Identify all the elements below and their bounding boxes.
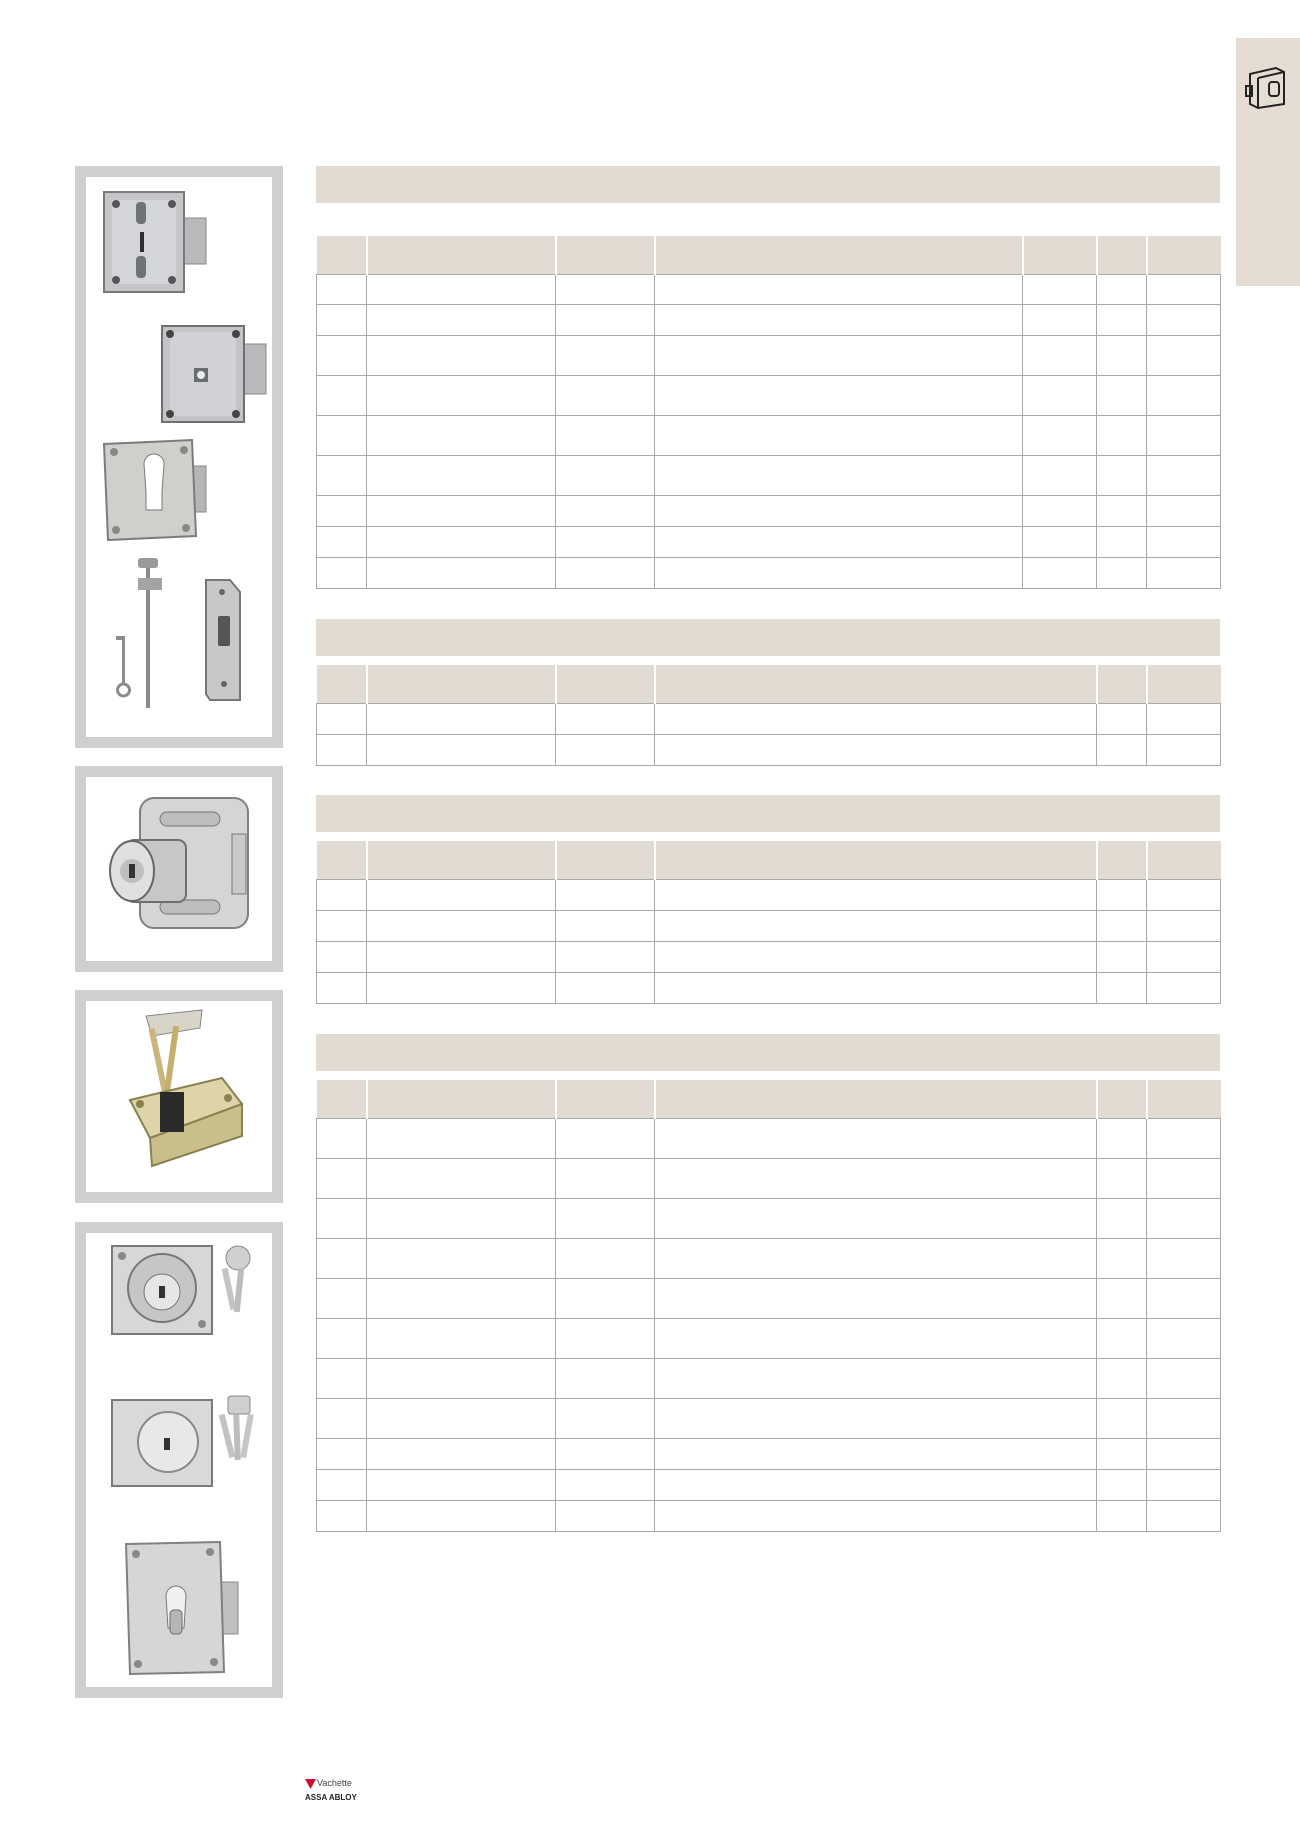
strike-plate-image [200,576,246,702]
drawer-cylinder-lock-image [106,794,256,944]
rim-lock-square-spindle-image [158,322,273,427]
logo-brand-text: Vachette [317,1778,352,1788]
section-header-bar-3 [316,795,1220,832]
table-row [317,416,1221,456]
spec-table-1 [316,236,1221,589]
table-row [317,973,1221,1004]
table-row [317,1199,1221,1239]
table-row [317,1359,1221,1399]
spec-table-2 [316,665,1221,766]
spec-table-4 [316,1080,1221,1532]
table-row [317,527,1221,558]
table-row [317,735,1221,766]
logo-parent-text: ASSA ABLOY [305,1793,357,1802]
rim-lock-euro-profile-image [100,436,220,546]
spec-table-3 [316,841,1221,1004]
vachette-mark-icon [305,1779,316,1789]
section-header-bar-4 [316,1034,1220,1071]
table-row [317,558,1221,589]
cylinder-rim-lock-with-keys-image [108,1240,258,1340]
table-header-row [317,665,1221,704]
table-row [317,942,1221,973]
euro-profile-cabinet-lock-image [120,1538,250,1678]
section-header-bar-2 [316,619,1220,656]
table-header-row [317,236,1221,275]
table-row [317,456,1221,496]
table-row [317,376,1221,416]
table-row [317,1239,1221,1279]
table-row [317,1501,1221,1532]
section-header-bar-1 [316,166,1220,203]
table-row [317,911,1221,942]
table-row [317,1399,1221,1439]
rim-lock-keyhole-image [100,188,215,298]
table-header-row [317,1080,1221,1119]
cylinder-rim-lock-with-3-keys-image [108,1392,258,1492]
table-row [317,305,1221,336]
table-header-row [317,841,1221,880]
table-row [317,275,1221,305]
table-row [317,704,1221,735]
table-row [317,496,1221,527]
table-row [317,880,1221,911]
cabinet-lock-with-keys-image [110,1008,260,1178]
chapter-side-tab[interactable] [1236,38,1300,286]
table-row [317,336,1221,376]
cabinet-lock-icon [1244,62,1288,112]
table-row [317,1279,1221,1319]
espagnolette-rod-and-key-image [112,556,172,712]
table-row [317,1119,1221,1159]
table-row [317,1319,1221,1359]
table-row [317,1439,1221,1470]
table-row [317,1159,1221,1199]
table-row [317,1470,1221,1501]
